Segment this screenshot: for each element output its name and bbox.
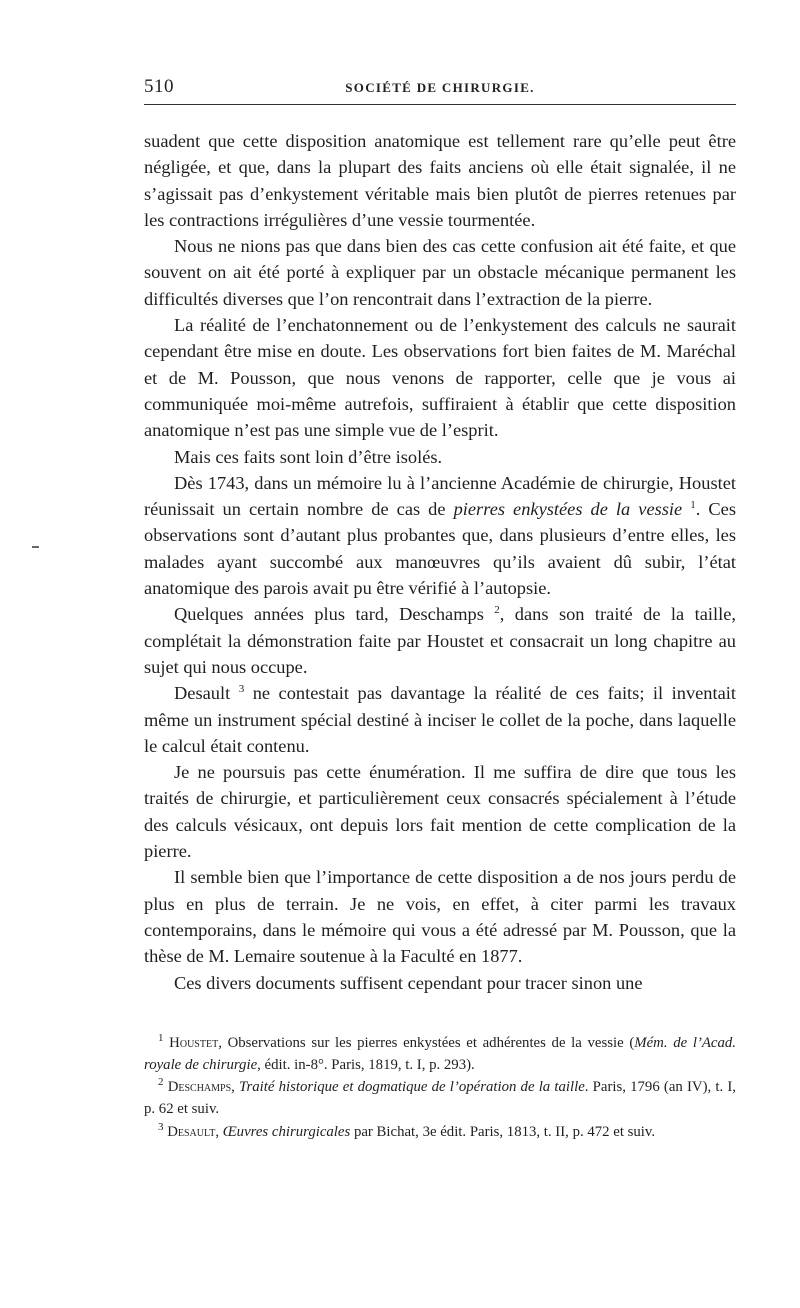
footnotes — [144, 1032, 736, 1143]
footnote-mark: 1 — [158, 1031, 164, 1044]
paragraph: La réalité de l’enchatonnement ou de l’enkystement des calculs ne saurait cependant être mise en doute. Les observations fort bien faites de M. Maréchal et de M. Pousson, que nous venons de rapporter, celle que je vous ai communiquée moi-même autrefois, suffiraient à établir que cette disposition anatomique n’est pas une simple vue de l’esprit. — [144, 315, 736, 441]
paragraph: Mais ces faits sont loin d’être isolés. — [174, 446, 443, 467]
italic-text: Mém. de l’Acad. royale de chirurgie — [144, 1034, 736, 1073]
text-run: , — [231, 1079, 240, 1096]
text-run: Desault — [174, 683, 239, 704]
paragraph — [144, 601, 736, 680]
footnote-mark: 3 — [158, 1120, 164, 1133]
paragraph: Je ne poursuis pas cette énumération. Il me suffira de dire que tous les traités de chirurgie, et particulièrement ceux consacrés spécialement à l’étude des calculs vésicaux, ont depuis lors fait mention de cette complication de la pierre. — [144, 762, 736, 862]
running-head — [144, 70, 736, 100]
footnote-ref: 2 — [494, 604, 500, 617]
text-run: . Ces observations sont d’autant plus probantes que, dans plusieurs d’entre elles, les malades ayant succombé aux manœuvres qu’ils avaient dû subir, l’état anatomique des parois avait pu être vérifié à l’autopsie. — [144, 499, 736, 599]
text-run: , — [215, 1123, 223, 1140]
footnote — [144, 1121, 736, 1143]
footnote-author: Houstet — [169, 1034, 219, 1051]
page-number: 510 — [144, 76, 174, 97]
margin-mark — [32, 546, 39, 548]
italic-text: Traité historique et dogmatique de l’opération de la taille — [239, 1079, 585, 1096]
running-title: SOCIÉTÉ DE CHIRURGIE. — [345, 80, 535, 95]
text-run: , édit. in-8°. Paris, 1819, t. I, p. 293). — [257, 1057, 475, 1073]
header-rule — [144, 104, 736, 105]
footnote — [144, 1076, 736, 1120]
body-text — [144, 128, 736, 996]
footnote-author: Deschamps — [167, 1079, 232, 1096]
paragraph: suadent que cette disposition anatomique est tellement rare qu’elle peut être négligée, et que, dans la plupart des faits anciens où elle était signalée, il ne s’agissait pas d’enkystement véritable mais bien plutôt de pierres retenues par les contractions irrégulières d’une vessie tourmentée. — [144, 131, 736, 230]
footnote-ref: 3 — [238, 683, 245, 696]
paragraph: Ces divers documents suffisent cependant pour tracer sinon une — [174, 972, 643, 993]
italic-text: pierres enkystées de la vessie — [453, 499, 683, 520]
footnote-ref: 1 — [690, 499, 696, 512]
text-run: ne contestait pas davantage la réalité de ces faits; il inventait même un instrument spécial destiné à inciser le collet de la poche, dans laquelle le calcul était contenu. — [144, 683, 736, 756]
paragraph: Il semble bien que l’importance de cette disposition a de nos jours perdu de plus en plus de terrain. Je ne vois, en effet, à citer parmi les travaux contemporains, dans le mémoire qui vous a été adressé par M. Pousson, que la thèse de M. Lemaire soutenue à la Faculté en 1877. — [144, 867, 736, 967]
text-run: , dans son traité de la taille, complétait la démonstration faite par Houstet et consacrait un long chapitre au sujet qui nous occupe. — [144, 604, 736, 677]
text-run: par Bichat, 3e édit. Paris, 1813, t. II, p. 472 et suiv. — [350, 1123, 656, 1140]
text-run: Quelques années plus tard, Deschamps — [174, 604, 495, 625]
footnote-author: Desault — [167, 1123, 216, 1140]
paragraph: Nous ne nions pas que dans bien des cas cette confusion ait été faite, et que souvent on ait été porté à expliquer par un obstacle mécanique permanent les difficultés diverses que l’on rencontrait dans l’extraction de la pierre. — [144, 236, 736, 309]
paragraph — [144, 470, 736, 601]
footnote — [144, 1032, 736, 1076]
text-run: , Observations sur les pierres enkystées et adhérentes de la vessie ( — [218, 1034, 635, 1051]
book-page — [144, 70, 736, 1143]
footnote-mark: 2 — [158, 1076, 164, 1089]
text-run: . Paris, 1796 (an IV), t. I, p. 62 et suiv. — [144, 1079, 736, 1118]
text-run: Dès 1743, dans un mémoire lu à l’ancienne Académie de chirurgie, Houstet réunissait un certain nombre de cas de — [144, 472, 736, 520]
paragraph — [144, 680, 736, 759]
italic-text: Œuvres chirurgicales — [222, 1123, 351, 1140]
